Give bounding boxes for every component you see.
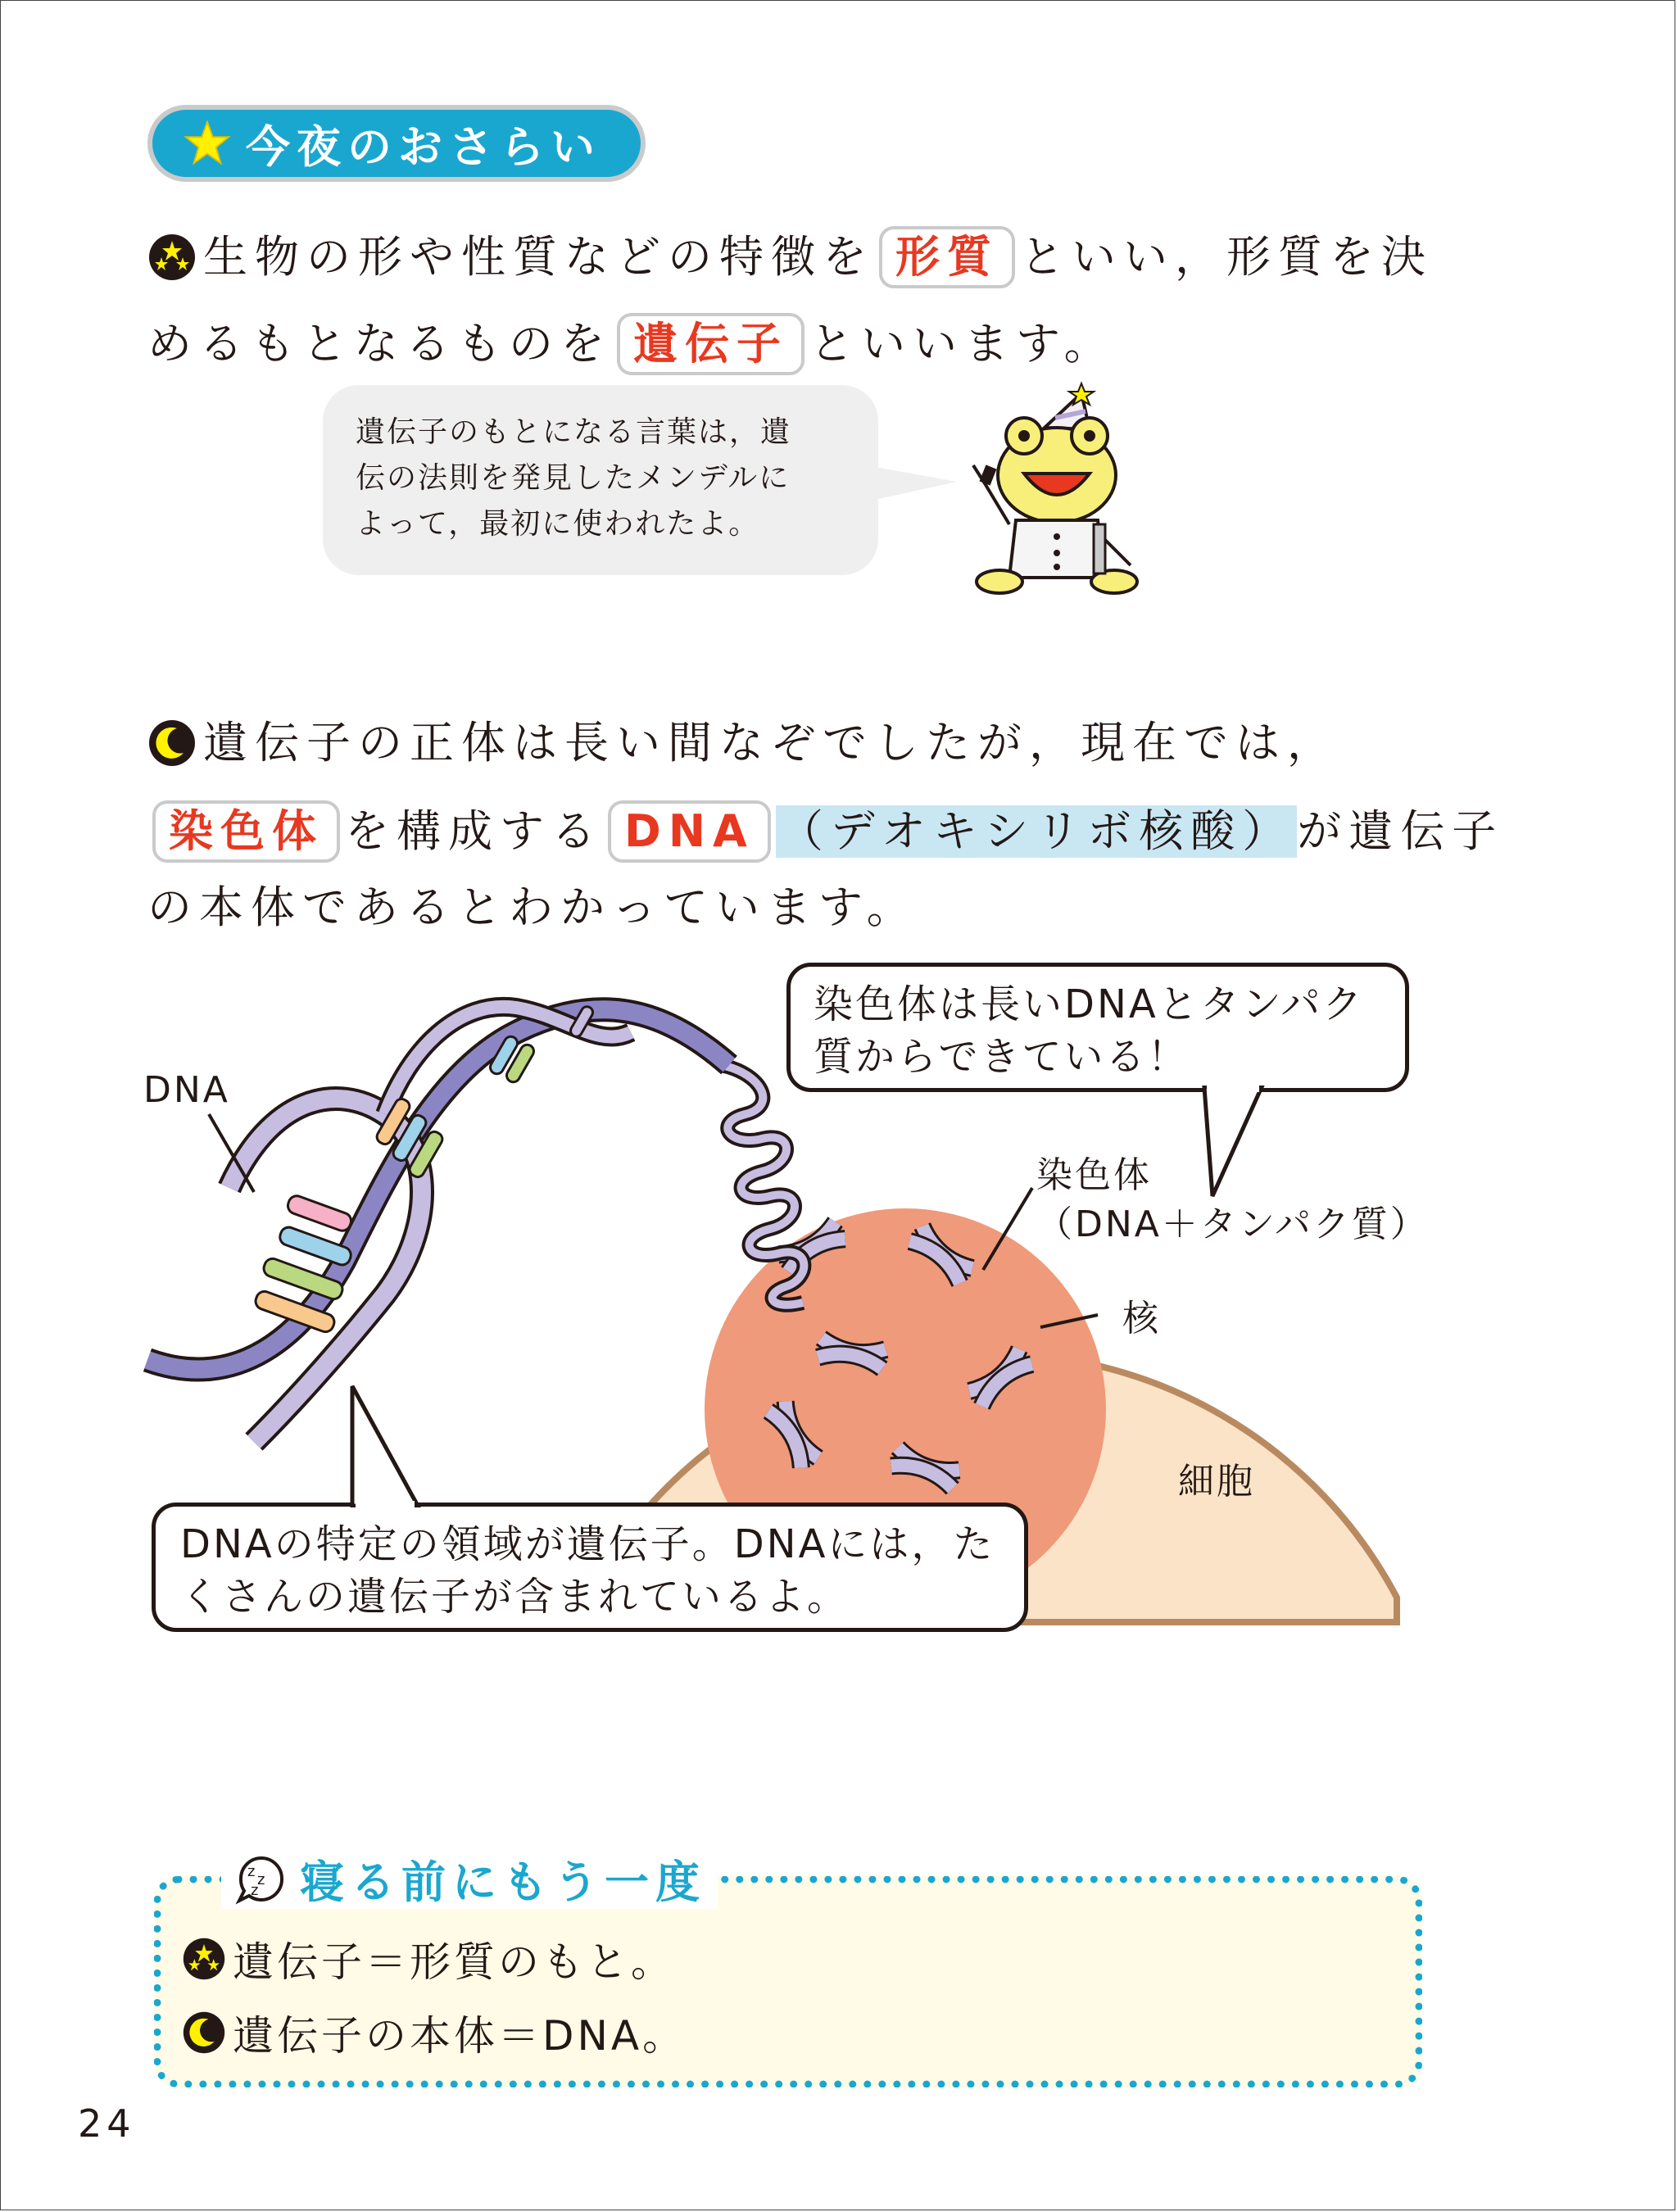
frog-mascot-icon bbox=[967, 377, 1147, 598]
callout-tail-bottom bbox=[336, 1385, 426, 1507]
frog-speech-bubble bbox=[323, 385, 878, 575]
section1-line2 bbox=[147, 313, 1116, 375]
section1-line1 bbox=[147, 226, 1433, 288]
svg-text:z: z bbox=[247, 1863, 256, 1880]
review-header bbox=[147, 105, 646, 182]
speech-line: 遺伝子のもとになる言葉は，遺 bbox=[356, 415, 792, 449]
section2-text-c: が遺伝子 bbox=[1297, 805, 1504, 857]
star-icon bbox=[184, 120, 231, 167]
review-title: 寝る前にもう一度 bbox=[300, 1856, 706, 1908]
section2-line3 bbox=[147, 883, 918, 932]
label-chromosome-line: 染色体 bbox=[1036, 1154, 1152, 1196]
double-helix bbox=[147, 1007, 729, 1442]
page-number: 24 bbox=[78, 2101, 136, 2146]
speech-line: 伝の法則を発見したメンデルに bbox=[356, 461, 791, 495]
section1-text-a: 生物の形や性質などの特徴を bbox=[203, 231, 874, 283]
callout-tail-top bbox=[1200, 1086, 1274, 1200]
review-item bbox=[182, 2003, 687, 2062]
term-keishitsu: 形質 bbox=[879, 226, 1015, 288]
label-chromosome-line: （DNA＋タンパク質） bbox=[1036, 1203, 1429, 1245]
section2-line2 bbox=[147, 800, 1503, 863]
review-title-wrap bbox=[221, 1848, 718, 1909]
section2-text-a: 遺伝子の正体は長い間なぞでしたが，現在では， bbox=[203, 717, 1339, 768]
header-title: 今夜のおさらい bbox=[246, 120, 601, 173]
speech-tail bbox=[875, 459, 965, 516]
term-senshokutai: 染色体 bbox=[152, 800, 340, 863]
review-item bbox=[182, 1929, 675, 1988]
stars-bullet-icon bbox=[182, 1937, 226, 1981]
callout-line: DNAの特定の領域が遺伝子。DNAには，た bbox=[180, 1521, 995, 1567]
callout-gene bbox=[152, 1503, 1028, 1632]
svg-text:z: z bbox=[251, 1882, 259, 1899]
callout-line: くさんの遺伝子が含まれているよ。 bbox=[180, 1574, 850, 1620]
section1-text-c: めるもとなるものを bbox=[147, 318, 612, 369]
speech-line: よって，最初に使われたよ。 bbox=[356, 507, 760, 541]
review-item-text: 遺伝子の本体＝DNA。 bbox=[233, 2012, 687, 2060]
svg-text:z: z bbox=[257, 1871, 265, 1888]
zzz-icon bbox=[233, 1850, 290, 1907]
review-item-text: 遺伝子＝形質のもと。 bbox=[233, 1938, 675, 1986]
callout-line: 染色体は長いDNAとタンパク bbox=[814, 981, 1365, 1027]
label-nucleus: 核 bbox=[1122, 1298, 1161, 1339]
section1-text-b: といい，形質を決 bbox=[1020, 231, 1433, 283]
label-cell: 細胞 bbox=[1178, 1461, 1255, 1503]
label-dna: DNA bbox=[143, 1069, 230, 1111]
term-dna: DNA bbox=[608, 800, 771, 863]
term-deoxyribonucleic-acid: （デオキシリボ核酸） bbox=[776, 805, 1297, 858]
callout-chromosome bbox=[786, 963, 1409, 1092]
moon-bullet-icon bbox=[182, 2010, 226, 2055]
callout-line: 質からできている！ bbox=[814, 1034, 1190, 1080]
section2-line1 bbox=[147, 718, 1339, 768]
section1-text-d: といいます。 bbox=[809, 318, 1116, 369]
term-idenshi: 遺伝子 bbox=[617, 313, 805, 375]
section2-text-d: の本体であるとわかっています。 bbox=[147, 882, 918, 933]
stars-bullet-icon bbox=[147, 233, 197, 282]
section2-text-b: を構成する bbox=[345, 805, 603, 857]
moon-bullet-icon bbox=[147, 718, 197, 768]
